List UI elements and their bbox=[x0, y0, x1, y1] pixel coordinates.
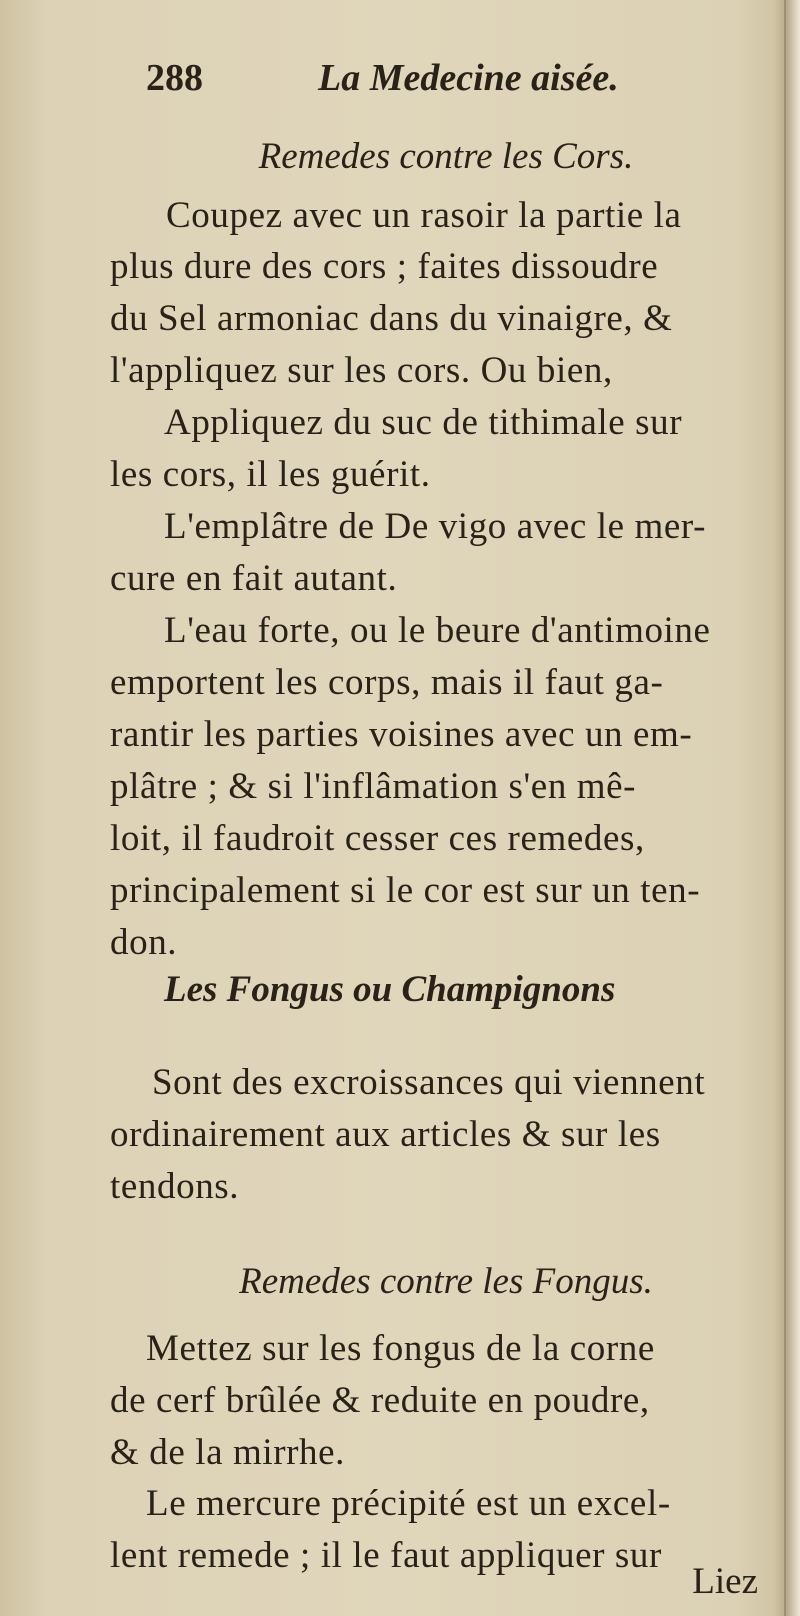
catchword: Liez bbox=[692, 1561, 758, 1602]
text-line: Coupez avec un rasoir la partie la bbox=[166, 195, 682, 236]
section-heading-fongus-remedes: Remedes contre les Fongus. bbox=[239, 1261, 653, 1302]
text-line: plâtre ; & si l'inflâmation s'en mê- bbox=[110, 766, 637, 807]
text-line: emportent les corps, mais il faut ga- bbox=[110, 662, 664, 703]
text-line: rantir les parties voisines avec un em- bbox=[110, 714, 693, 755]
text-line: Sont des excroissances qui viennent bbox=[152, 1062, 706, 1103]
text-line: Appliquez du suc de tithimale sur bbox=[164, 402, 683, 443]
text-line: don. bbox=[110, 922, 178, 963]
page-edge-line bbox=[784, 0, 786, 1616]
text-line: cure en fait autant. bbox=[110, 558, 398, 599]
text-line: plus dure des cors ; faites dissoudre bbox=[110, 246, 659, 287]
text-line: du Sel armoniac dans du vinaigre, & bbox=[110, 298, 673, 339]
text-line: lent remede ; il le faut appliquer sur bbox=[110, 1535, 662, 1576]
text-line: principalement si le cor est sur un ten- bbox=[110, 870, 701, 911]
text-line: L'emplâtre de De vigo avec le mer- bbox=[164, 506, 707, 547]
text-line: & de la mirrhe. bbox=[110, 1432, 346, 1473]
text-line: loit, il faudroit cesser ces remedes, bbox=[110, 818, 645, 859]
section-heading-fongus: Les Fongus ou Champignons bbox=[164, 969, 616, 1010]
text-line: de cerf brûlée & reduite en poudre, bbox=[110, 1380, 650, 1421]
text-line: les cors, il les guérit. bbox=[110, 454, 431, 495]
text-line: ordinairement aux articles & sur les bbox=[110, 1114, 661, 1155]
text-line: l'appliquez sur les cors. Ou bien, bbox=[110, 350, 613, 391]
text-line: Le mercure précipité est un excel- bbox=[146, 1483, 671, 1524]
section-heading-corns: Remedes contre les Cors. bbox=[258, 136, 634, 177]
text-line: Mettez sur les fongus de la corne bbox=[146, 1328, 655, 1369]
text-line: tendons. bbox=[110, 1166, 240, 1207]
page-number: 288 bbox=[146, 57, 203, 99]
running-title: La Medecine aisée. bbox=[318, 57, 619, 99]
text-line: L'eau forte, ou le beure d'antimoine bbox=[164, 610, 711, 651]
running-head bbox=[118, 56, 678, 106]
